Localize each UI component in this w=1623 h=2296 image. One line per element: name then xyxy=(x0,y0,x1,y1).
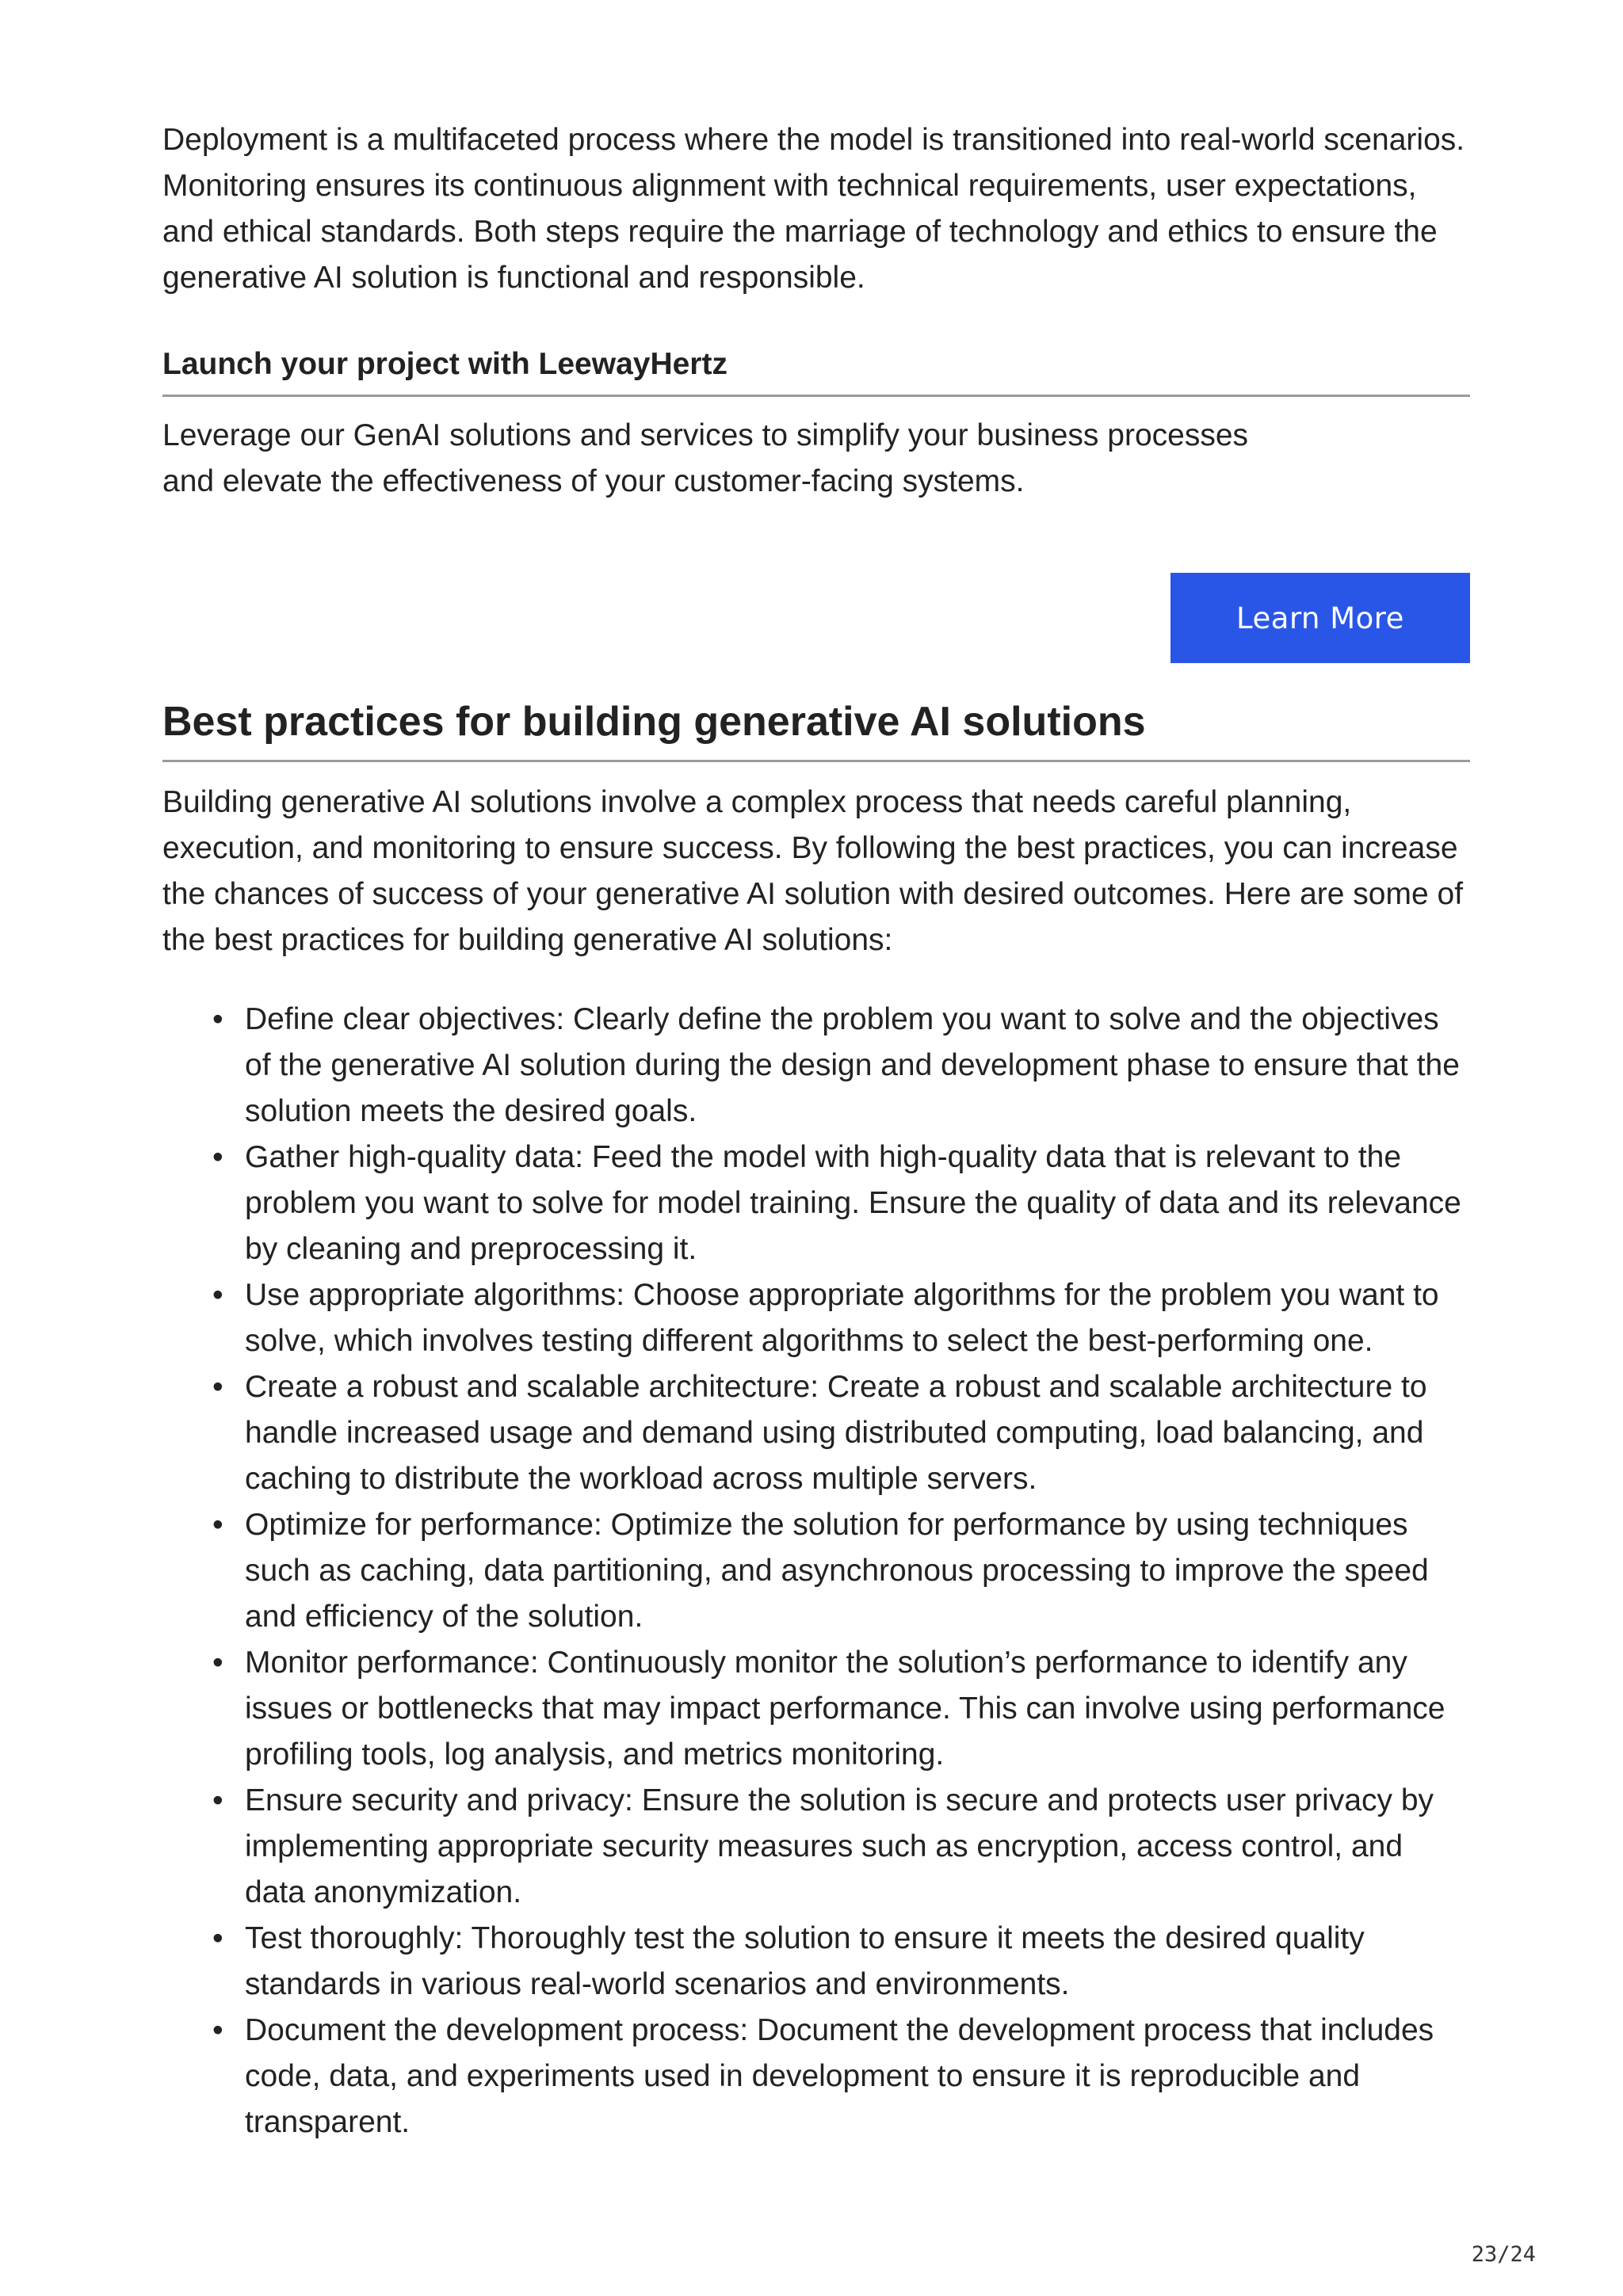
list-item xyxy=(212,1916,1470,2008)
list-item-text: Monitor performance: Continuously monitor the solution’s performance to identify any issues or bottlenecks that may impact performance. This can involve using performance profiling tools, log analysis, and metrics monitoring. xyxy=(245,1646,1445,1772)
bullet-icon: • xyxy=(212,1508,223,1542)
list-item-text: Define clear objectives: Clearly define the problem you want to solve and the objectives of the generative AI solution during the design and development phase to ensure that the solution meets the desired goals. xyxy=(245,1002,1460,1128)
cta-text: Leverage our GenAI solutions and services to simplify your business processes and elevate the effectiveness of your customer-facing systems. xyxy=(162,418,1249,498)
section-paragraph: Building generative AI solutions involve a complex process that needs careful planning, execution, and monitoring to ensure success. By following the best practices, you can increase the chances of success of your generative AI solution with desired outcomes. Here are some of the best practices for building generative AI solutions: xyxy=(162,785,1464,957)
page-number: 23/24 xyxy=(1471,2242,1536,2267)
list-item-text: Gather high-quality data: Feed the model with high-quality data that is relevant to the problem you want to solve for model training. Ensure the quality of data and its relevance by cleaning and preprocessing it. xyxy=(245,1140,1461,1266)
list-item xyxy=(212,1364,1470,1502)
list-item-text: Optimize for performance: Optimize the solution for performance by using techniques such as caching, data partitioning, and asynchronous processing to improve the speed and efficiency of the solution. xyxy=(245,1508,1429,1634)
cta-heading: Launch your project with LeewayHertz xyxy=(162,347,727,381)
list-item xyxy=(212,1502,1470,1640)
section-divider xyxy=(162,760,1470,762)
bullet-icon: • xyxy=(212,1783,223,1817)
bullet-icon: • xyxy=(212,1370,223,1404)
bullet-icon: • xyxy=(212,1002,223,1036)
bullet-icon: • xyxy=(212,1921,223,1955)
list-item xyxy=(212,1778,1470,1916)
list-item-text: Create a robust and scalable architecture: Create a robust and scalable architecture to handle increased usage and demand using distributed computing, load balancing, and caching to distribute the workload across multiple servers. xyxy=(245,1370,1427,1496)
list-item-text: Document the development process: Document the development process that includes code, data, and experiments used in development to ensure it is reproducible and transparent. xyxy=(245,2013,1434,2139)
bullet-icon: • xyxy=(212,2013,223,2047)
list-item xyxy=(212,997,1470,1135)
bullet-icon: • xyxy=(212,1140,223,1174)
cta-divider xyxy=(162,395,1470,397)
list-item xyxy=(212,2008,1470,2145)
intro-paragraph: Deployment is a multifaceted process where the model is transitioned into real-world scenarios. Monitoring ensures its continuous alignment with technical requirements, user expectations, and ethical standards. Both steps require the marriage of technology and ethics to ensure the generative AI solution is functional and responsible. xyxy=(162,123,1465,295)
list-item xyxy=(212,1272,1470,1364)
best-practices-list xyxy=(162,997,1470,2145)
document-page xyxy=(162,117,1470,2145)
section-heading: Best practices for building generative AI solutions xyxy=(162,699,1146,745)
cta-button-row xyxy=(162,573,1470,663)
list-item-text: Use appropriate algorithms: Choose appropriate algorithms for the problem you want to solve, which involves testing different algorithms to select the best-performing one. xyxy=(245,1278,1439,1358)
list-item-text: Test thoroughly: Thoroughly test the solution to ensure it meets the desired quality standards in various real-world scenarios and environments. xyxy=(245,1921,1365,2001)
list-item xyxy=(212,1135,1470,1272)
bullet-icon: • xyxy=(212,1646,223,1680)
list-item-text: Ensure security and privacy: Ensure the solution is secure and protects user privacy by implementing appropriate security measures such as encryption, access control, and data anonymization. xyxy=(245,1783,1434,1909)
bullet-icon: • xyxy=(212,1278,223,1312)
learn-more-button[interactable]: Learn More xyxy=(1170,573,1470,663)
list-item xyxy=(212,1640,1470,1778)
